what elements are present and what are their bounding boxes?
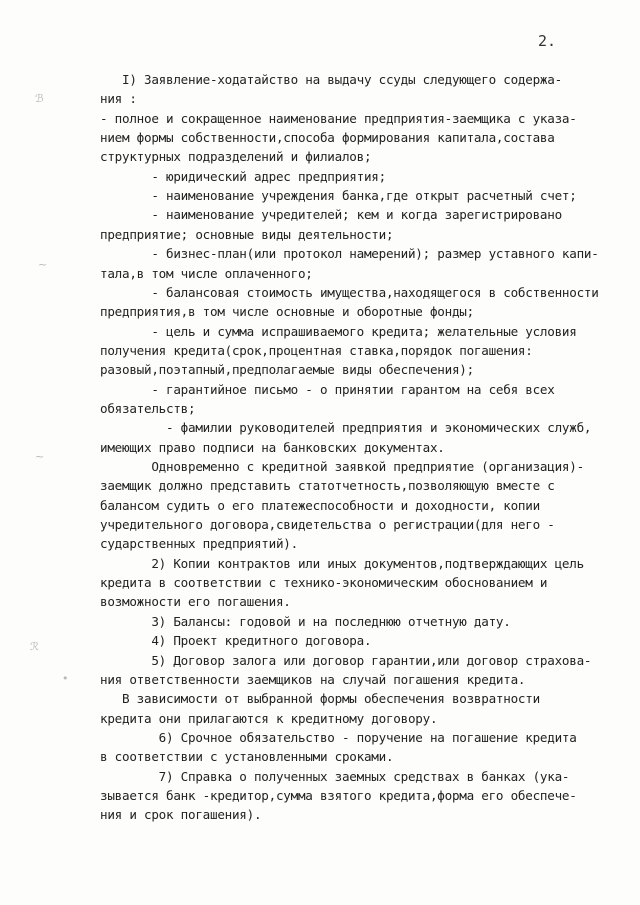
text-line: 5) Договор залога или договор гарантии,или договор страхова- — [100, 652, 592, 668]
text-line: разовый,поэтапный,предполагаемые виды обеспечения); — [100, 362, 474, 378]
text-line: предприятия,в том числе основные и оборотные фонды; — [100, 304, 474, 320]
margin-mark: ℛ — [30, 640, 39, 653]
text-line: 3) Балансы: годовой и на последнюю отчетную дату. — [100, 613, 511, 629]
margin-mark: ~ — [35, 450, 45, 463]
text-line: имеющих право подписи на банковских документах. — [100, 439, 445, 455]
text-line: получения кредита(срок,процентная ставка,порядок погашения: — [100, 342, 533, 358]
text-line: I) Заявление-ходатайство на выдачу ссуды следующего содержа- — [100, 72, 562, 87]
text-line: 7) Справка о полученных заемных средствах в банках (ука- — [100, 768, 570, 784]
text-line: нием формы собственности,способа формирования капитала,состава — [100, 130, 555, 146]
text-line: В зависимости от выбранной формы обеспечения возвратности — [100, 691, 540, 707]
text-line: - полное и сокращенное наименование предприятия-заемщика с указа- — [100, 110, 577, 126]
margin-mark: ~ — [38, 258, 48, 271]
text-line: - юридический адрес предприятия; — [100, 168, 386, 184]
page-number: 2. — [538, 32, 557, 50]
text-line: ния ответственности заемщиков на случай погашения кредита. — [100, 671, 526, 687]
text-line: ния и срок погашения). — [100, 807, 262, 823]
text-line: кредита в соответствии с технико-экономическим обоснованием и — [100, 575, 548, 591]
text-line: 2) Копии контрактов или иных документов,подтверждающих цель — [100, 555, 584, 571]
text-line: - бизнес-план(или протокол намерений); размер уставного капи- — [100, 246, 599, 262]
text-line: обязательств; — [100, 400, 196, 416]
text-line: - наименование учреждения банка,где открыт расчетный счет; — [100, 188, 577, 204]
text-line: структурных подразделений и филиалов; — [100, 149, 372, 165]
text-line: заемщик должно представить статотчетность,позволяющую вместе с — [100, 478, 555, 494]
text-line: - гарантийное письмо - о принятии гарантом на себя всех — [100, 381, 555, 397]
text-line: в соответствии с установленными сроками. — [100, 749, 394, 765]
text-line: зывается банк -кредитор,сумма взятого кредита,форма его обеспече- — [100, 787, 577, 803]
margin-mark: ℬ — [35, 92, 44, 105]
text-line: - фамилии руководителей предприятия и экономических служб, — [100, 420, 592, 436]
text-line: тала,в том числе оплаченного; — [100, 265, 313, 281]
text-line: Одновременно с кредитной заявкой предприятие (организация)- — [100, 459, 584, 474]
text-line: - цель и сумма испрашиваемого кредита; желательные условия — [100, 323, 577, 339]
text-line: 4) Проект кредитного договора. — [100, 633, 372, 649]
text-line: балансом судить о его платежеспособности и доходности, копии — [100, 497, 540, 513]
text-line: ния : — [100, 91, 137, 107]
text-line: кредита они прилагаются к кредитному договору. — [100, 710, 438, 726]
text-line: учредительного договора,свидетельства о регистрации(для него - — [100, 517, 555, 533]
text-line: сударственных предприятий). — [100, 536, 298, 552]
text-line: предприятие; основные виды деятельности; — [100, 226, 394, 242]
text-line: - балансовая стоимость имущества,находящегося в собственности — [100, 284, 599, 300]
text-line: возможности его погашения. — [100, 594, 291, 610]
text-line: - наименование учредителей; кем и когда зарегистрировано — [100, 207, 562, 223]
margin-mark: • — [62, 672, 69, 685]
text-line: 6) Срочное обязательство - поручение на погашение кредита — [100, 729, 577, 745]
